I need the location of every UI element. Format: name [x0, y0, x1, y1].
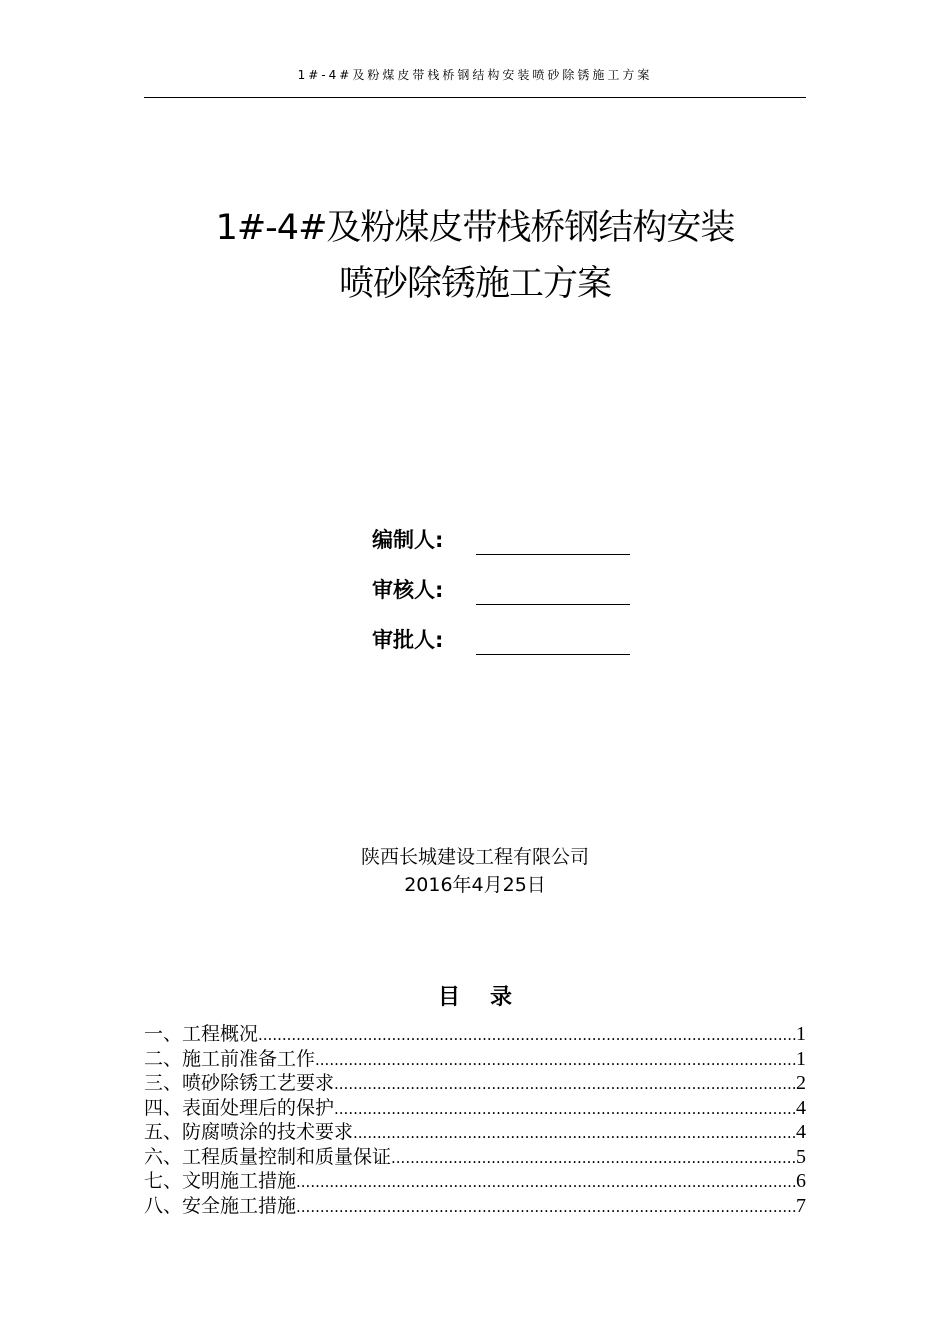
signature-label-approver: 审批人: — [372, 628, 444, 652]
toc-leader-dots — [296, 1195, 796, 1220]
document-title — [0, 200, 950, 312]
toc-item-label: 二、施工前准备工作 — [144, 1047, 316, 1070]
document-title-line-1: 1#-4#及粉煤皮带栈桥钢结构安装 — [215, 208, 735, 248]
header-rule — [144, 97, 806, 98]
toc-item-page: 4 — [796, 1096, 806, 1119]
toc-item[interactable] — [144, 1096, 806, 1121]
table-of-contents — [144, 1022, 806, 1218]
signature-line-author — [476, 526, 630, 555]
toc-leader-dots — [296, 1170, 796, 1195]
toc-item-label: 五、防腐喷涂的技术要求 — [144, 1121, 354, 1143]
company-block — [0, 843, 950, 899]
toc-item[interactable] — [144, 1022, 806, 1047]
toc-item-page: 4 — [796, 1121, 806, 1143]
signature-label-reviewer: 审核人: — [372, 578, 444, 602]
toc-item-page: 7 — [796, 1194, 806, 1217]
toc-item-page: 1 — [796, 1047, 806, 1070]
toc-item[interactable] — [144, 1194, 806, 1219]
toc-item-label: 三、喷砂除锈工艺要求 — [144, 1072, 335, 1094]
toc-leader-dots — [353, 1121, 796, 1146]
toc-leader-dots — [334, 1097, 796, 1122]
toc-leader-dots — [391, 1146, 796, 1171]
toc-item[interactable] — [144, 1145, 806, 1170]
signature-label-author: 编制人: — [372, 528, 444, 552]
document-title-line-2: 喷砂除锈施工方案 — [338, 264, 611, 304]
signature-block — [372, 505, 630, 655]
signature-row-reviewer — [372, 555, 630, 605]
toc-item-page: 1 — [796, 1023, 806, 1045]
toc-title: 目录 — [437, 985, 542, 1010]
company-name: 陕西长城建设工程有限公司 — [360, 846, 589, 868]
toc-item-label: 七、文明施工措施 — [144, 1170, 297, 1192]
toc-item-label: 六、工程质量控制和质量保证 — [144, 1145, 392, 1168]
toc-leader-dots — [258, 1023, 796, 1048]
toc-leader-dots — [334, 1072, 796, 1097]
toc-item-page: 2 — [796, 1072, 806, 1094]
toc-item-page: 6 — [796, 1170, 806, 1192]
signature-line-reviewer — [476, 576, 630, 605]
toc-item-label: 一、工程概况 — [144, 1023, 259, 1045]
toc-item[interactable] — [144, 1047, 806, 1072]
running-header: 1#-4#及粉煤皮带栈桥钢结构安装喷砂除锈施工方案 — [297, 68, 653, 82]
toc-item-label: 八、安全施工措施 — [144, 1194, 297, 1217]
signature-line-approver — [476, 626, 630, 655]
signature-row-approver — [372, 605, 630, 655]
toc-item-label: 四、表面处理后的保护 — [144, 1096, 335, 1119]
toc-item[interactable] — [144, 1071, 806, 1096]
signature-row-author — [372, 505, 630, 555]
toc-item[interactable] — [144, 1169, 806, 1194]
toc-leader-dots — [315, 1048, 796, 1073]
toc-item[interactable] — [144, 1120, 806, 1145]
document-date: 2016年4月25日 — [404, 874, 546, 896]
toc-item-page: 5 — [796, 1145, 806, 1168]
